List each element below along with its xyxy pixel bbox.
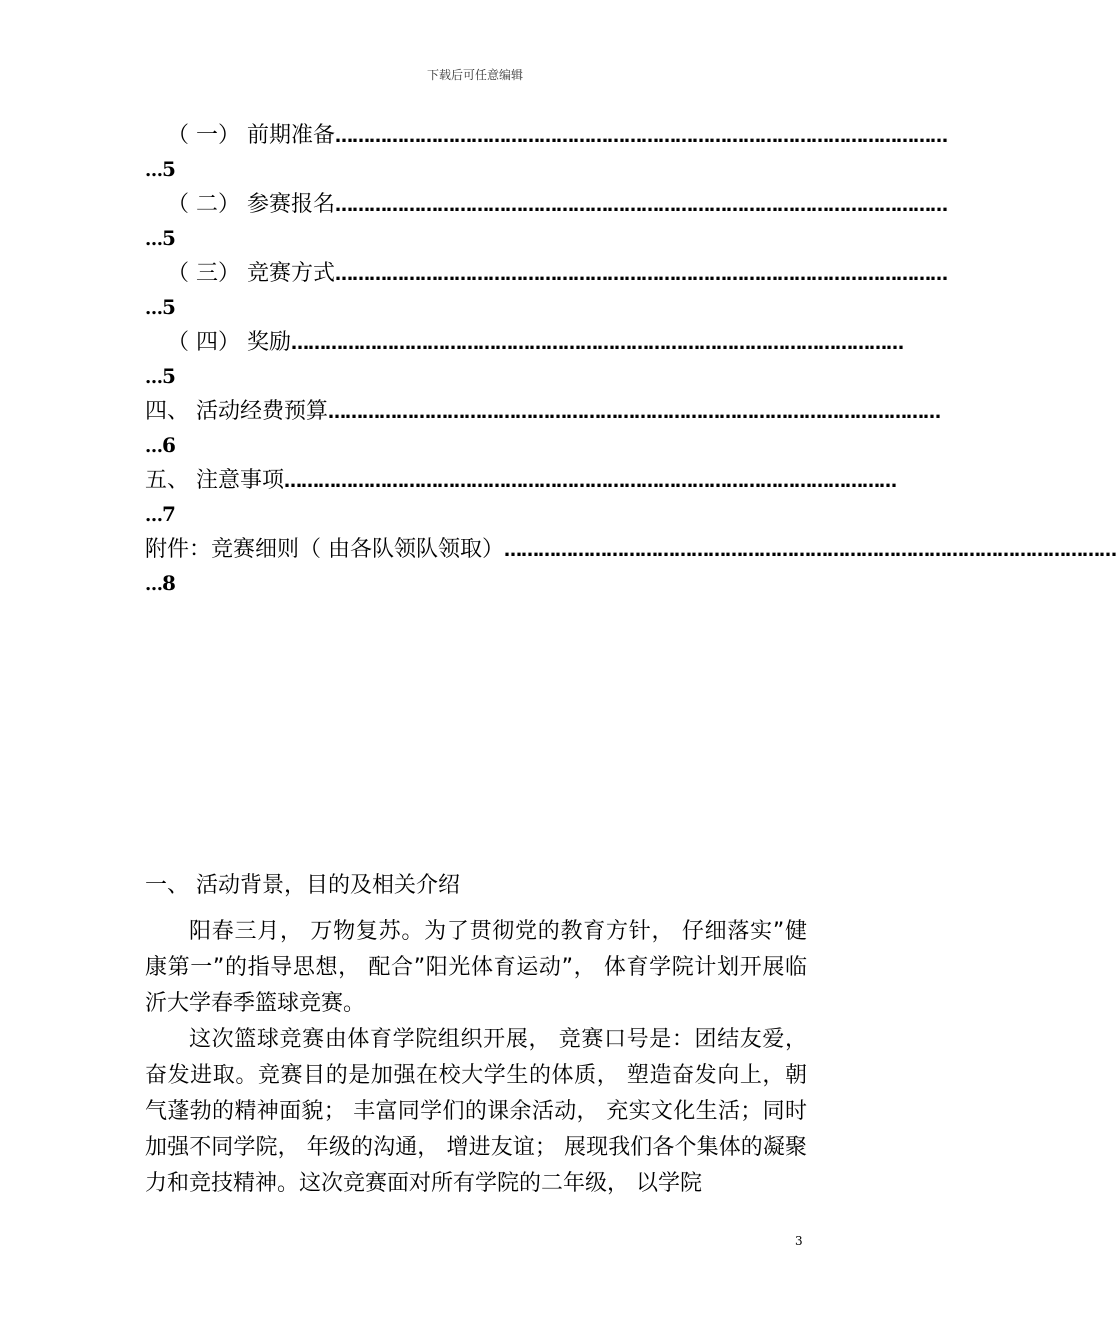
table-of-contents [145,118,1116,601]
toc-entry-title: 四、 活动经费预算 [145,399,328,424]
toc-page-number: 6 [162,433,176,457]
toc-page-number: 5 [162,157,176,181]
page-header: 下载后可任意编辑 [426,68,523,82]
body-paragraph: 阳春三月， 万物复苏。为了贯彻党的教育方针， 仔细落实”健康第一”的指导思想， 配合”阳光体育运动”， 体育学院计划开展临沂大学春季篮球竞赛。 [145,919,807,1016]
toc-leader-dots: ……………………………………………………………………………………………… [335,195,947,216]
toc-entry-title: （ 三） 竞赛方式 [167,261,335,286]
toc-entry[interactable] [145,394,940,463]
toc-leader-dots: ……………………………………………………………………………………………… [335,264,947,285]
toc-leader-tail: … [145,505,162,526]
toc-entry-title: 附件：竞赛细则（ 由各队领队领取） [145,537,504,562]
toc-leader-tail: … [145,160,162,181]
toc-leader-tail: … [145,436,162,457]
toc-leader-tail: … [145,574,162,595]
toc-page-number: 5 [162,295,176,319]
toc-leader-dots: ……………………………………………………………………………………………… [328,402,940,423]
section-body [145,914,807,1202]
toc-entry[interactable] [145,532,1116,601]
toc-page-number: 5 [162,226,176,250]
toc-leader-tail: … [145,367,162,388]
toc-page-number: 5 [162,364,176,388]
section-heading: 一、 活动背景，目的及相关介绍 [145,873,460,898]
toc-page-number: 8 [162,571,176,595]
toc-entry[interactable] [145,256,947,325]
toc-entry-title: （ 二） 参赛报名 [167,192,335,217]
toc-entry[interactable] [145,463,896,532]
toc-entry-title: （ 四） 奖励 [167,330,291,355]
toc-page-number: 7 [162,502,176,526]
toc-leader-dots: ……………………………………………………………………………………………… [504,540,1116,561]
toc-leader-dots: ……………………………………………………………………………………………… [291,333,903,354]
toc-entry[interactable] [145,187,947,256]
toc-leader-dots: ……………………………………………………………………………………………… [284,471,896,492]
page-number: 3 [795,1234,803,1248]
toc-leader-tail: … [145,229,162,250]
toc-entry-title: 五、 注意事项 [145,468,284,493]
toc-entry[interactable] [145,118,947,187]
toc-leader-dots: ……………………………………………………………………………………………… [335,126,947,147]
toc-leader-tail: … [145,298,162,319]
body-paragraph: 这次篮球竞赛由体育学院组织开展， 竞赛口号是：团结友爱，奋发进取。竞赛目的是加强在校大学生的体质， 塑造奋发向上，朝气蓬勃的精神面貌； 丰富同学们的课余活动， 充实文化生活；同时加强不同学院， 年级的沟通， 增进友谊； 展现我们各个集体的凝聚力和竞技精神。这次竞赛面对所有学院的二年级， 以学院 [145,1027,807,1196]
toc-entry-title: （ 一） 前期准备 [167,123,335,148]
toc-entry[interactable] [145,325,903,394]
